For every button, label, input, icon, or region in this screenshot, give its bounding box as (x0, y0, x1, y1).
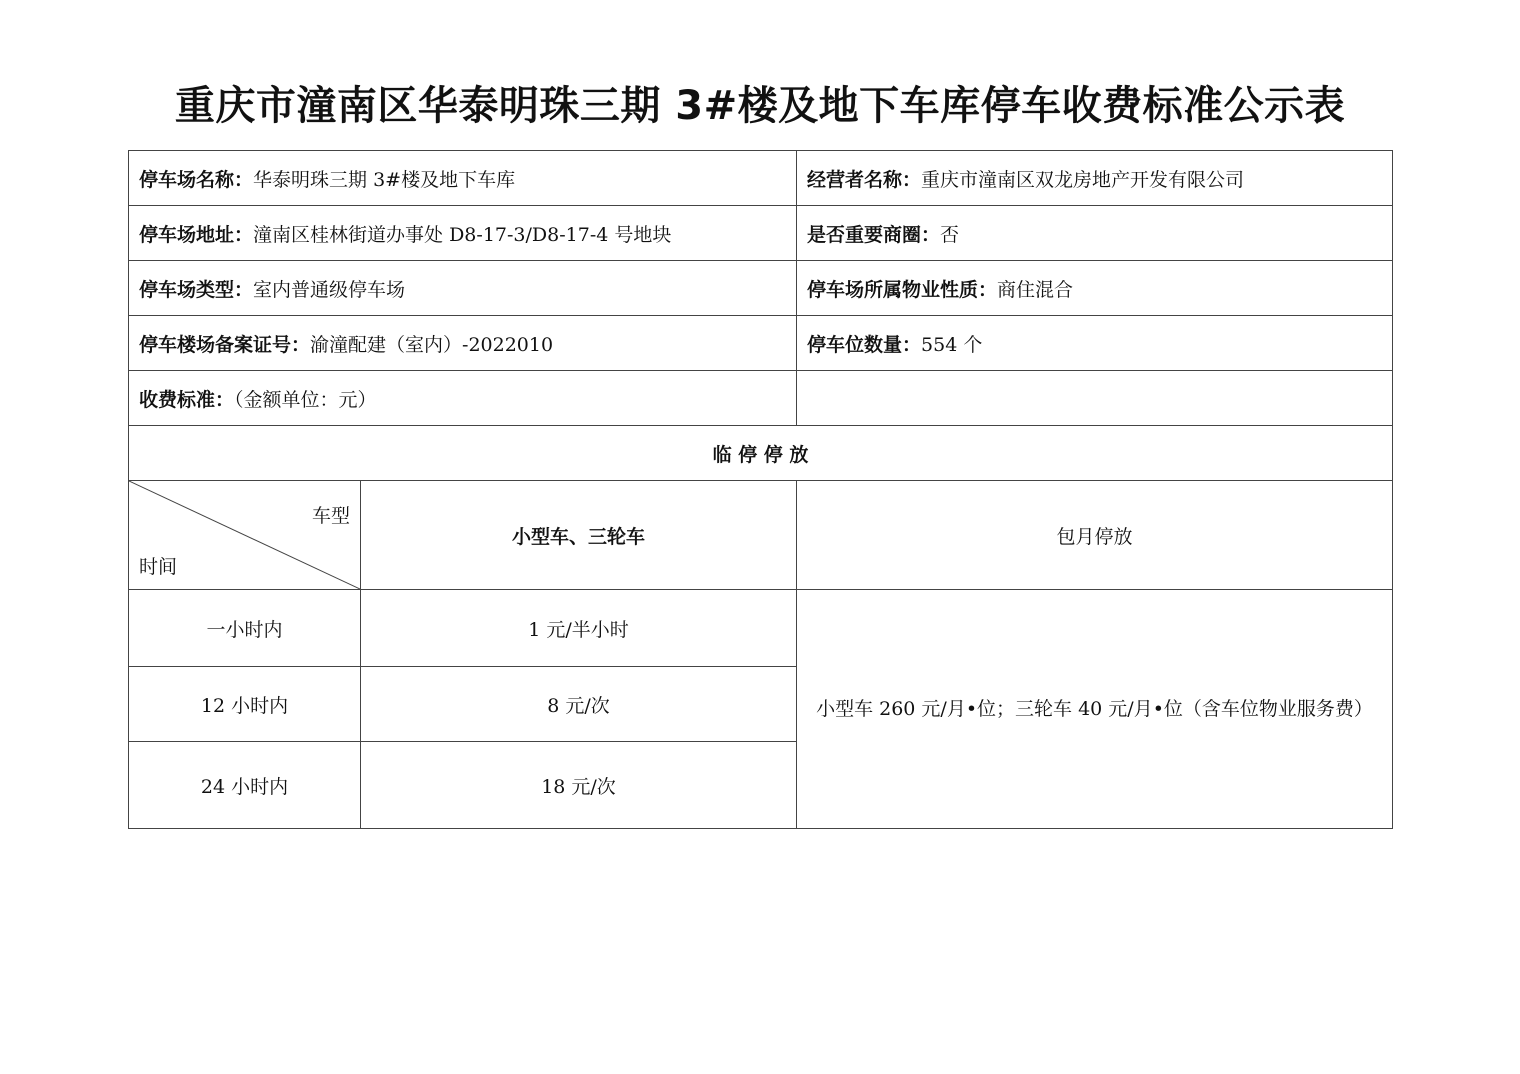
registration-value: 渝潼配建（室内）-2022010 (310, 333, 554, 356)
registration-cell: 停车楼场备案证号：渝潼配建（室内）-2022010 (129, 316, 797, 371)
space-count-value: 554 个 (921, 333, 983, 356)
rate-time: 24 小时内 (129, 742, 361, 829)
operator-key: 经营者名称 (807, 168, 903, 191)
operator-cell: 经营者名称：重庆市潼南区双龙房地产开发有限公司 (797, 151, 1393, 206)
vehicle-type-label: 车型 (311, 505, 350, 527)
parking-type-cell: 停车场类型：室内普通级停车场 (129, 261, 797, 316)
business-district-key: 是否重要商圈 (807, 223, 922, 246)
fee-table (128, 150, 1393, 829)
address-value: 潼南区桂林街道办事处 D8-17-3/D8-17-4 号地块 (253, 223, 672, 246)
info-row-address (129, 206, 1393, 261)
address-key: 停车场地址 (139, 223, 235, 246)
empty-cell (797, 371, 1393, 426)
rate-fee: 18 元/次 (361, 742, 797, 829)
operator-value: 重庆市潼南区双龙房地产开发有限公司 (921, 168, 1245, 191)
fee-standard-value: （金额单位：元） (234, 388, 377, 411)
property-nature-value: 商住混合 (997, 278, 1074, 301)
business-district-value: 否 (940, 223, 960, 246)
rate-row (129, 590, 1393, 667)
info-row-fee-standard (129, 371, 1393, 426)
info-row-name (129, 151, 1393, 206)
info-row-type (129, 261, 1393, 316)
address-cell: 停车场地址：潼南区桂林街道办事处 D8-17-3/D8-17-4 号地块 (129, 206, 797, 261)
property-nature-cell: 停车场所属物业性质：商住混合 (797, 261, 1393, 316)
monthly-fee-cell: 小型车 260 元/月•位；三轮车 40 元/月•位（含车位物业服务费） (797, 590, 1393, 829)
monthly-column-header: 包月停放 (797, 481, 1393, 590)
vehicle-column-header: 小型车、三轮车 (361, 481, 797, 590)
rate-fee: 1 元/半小时 (361, 590, 797, 667)
parking-name-cell: 停车场名称：华泰明珠三期 3#楼及地下车库 (129, 151, 797, 206)
business-district-cell: 是否重要商圈：否 (797, 206, 1393, 261)
rate-time: 一小时内 (129, 590, 361, 667)
registration-key: 停车楼场备案证号 (139, 333, 292, 356)
diagonal-header-cell (129, 481, 361, 590)
space-count-cell: 停车位数量：554 个 (797, 316, 1393, 371)
section-row (129, 426, 1393, 481)
property-nature-key: 停车场所属物业性质 (807, 278, 979, 301)
info-row-registration (129, 316, 1393, 371)
section-title: 临 停 停 放 (129, 426, 1393, 481)
parking-name-key: 停车场名称 (139, 168, 235, 191)
space-count-key: 停车位数量 (807, 333, 903, 356)
rate-time: 12 小时内 (129, 667, 361, 742)
header-row (129, 481, 1393, 590)
fee-standard-cell: 收费标准：（金额单位：元） (129, 371, 797, 426)
parking-name-value: 华泰明珠三期 3#楼及地下车库 (253, 168, 516, 191)
rate-fee: 8 元/次 (361, 667, 797, 742)
parking-type-value: 室内普通级停车场 (253, 278, 406, 301)
page-title: 重庆市潼南区华泰明珠三期 3#楼及地下车库停车收费标准公示表 (174, 83, 1346, 129)
parking-type-key: 停车场类型 (139, 278, 235, 301)
fee-standard-key: 收费标准 (139, 388, 216, 411)
time-label: 时间 (139, 556, 178, 578)
